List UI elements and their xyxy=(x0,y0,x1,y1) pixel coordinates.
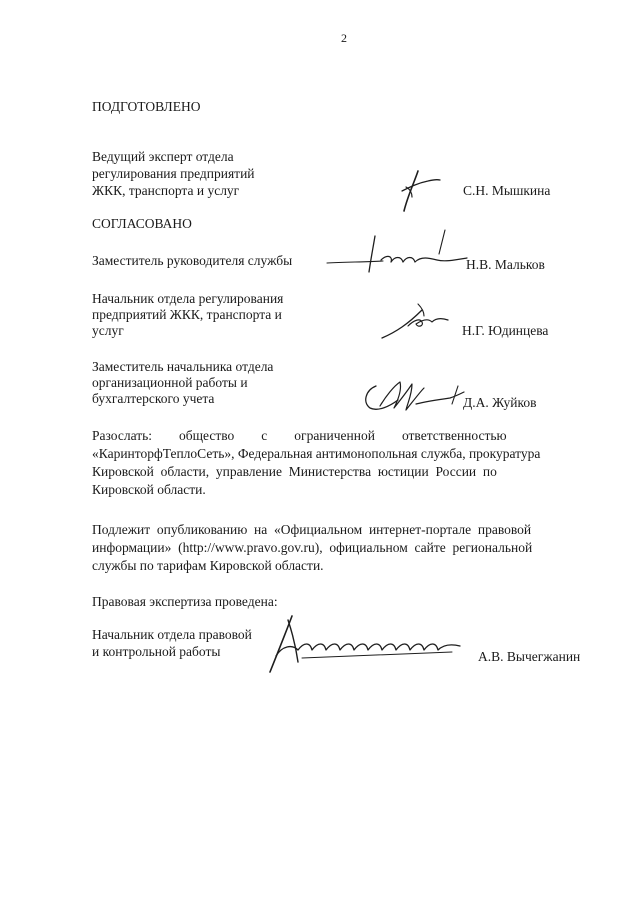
agreed-3-position-line-3: бухгалтерского учета xyxy=(92,391,215,406)
distribution-line-4: Кировской области. xyxy=(92,482,206,497)
agreed-1-position-line-1: Заместитель руководителя службы xyxy=(92,253,293,268)
publication-line-2: информации» (http://www.pravo.gov.ru), официальном сайте региональной xyxy=(92,540,533,555)
prepared-position-line-3: ЖКК, транспорта и услуг xyxy=(92,183,240,198)
agreed-3-position-line-1: Заместитель начальника отдела xyxy=(92,359,274,374)
prepared-heading: ПОДГОТОВЛЕНО xyxy=(92,99,201,114)
agreed-3-position-line-2: организационной работы и xyxy=(92,375,248,390)
legal-review-position-line-1: Начальник отдела правовой xyxy=(92,627,252,642)
agreed-2-position-line-3: услуг xyxy=(92,323,124,338)
distribution-line-1: Разослать: общество с ограниченной ответственностью xyxy=(92,428,507,443)
agreed-2-name: Н.Г. Юдинцева xyxy=(462,323,549,338)
agreed-3-name: Д.А. Жуйков xyxy=(463,395,537,410)
agreed-1-name: Н.В. Мальков xyxy=(466,257,545,272)
page-number: 2 xyxy=(341,31,347,45)
signature-malkov xyxy=(325,226,475,276)
distribution-line-3: Кировской области, управление Министерства юстиции России по xyxy=(92,464,497,479)
publication-line-1: Подлежит опубликованию на «Официальном интернет-портале правовой xyxy=(92,522,532,537)
signature-zhuikov xyxy=(360,376,470,416)
prepared-position-line-2: регулирования предприятий xyxy=(92,166,255,181)
agreed-heading: СОГЛАСОВАНО xyxy=(92,216,192,231)
publication-line-3: службы по тарифам Кировской области. xyxy=(92,558,324,573)
prepared-name: С.Н. Мышкина xyxy=(463,183,551,198)
agreed-2-position-line-1: Начальник отдела регулирования xyxy=(92,291,284,306)
agreed-2-position-line-2: предприятий ЖКК, транспорта и xyxy=(92,307,282,322)
signature-vychegzhanin xyxy=(262,612,472,676)
legal-review-text: Правовая экспертиза проведена: xyxy=(92,594,278,609)
signature-yudintseva xyxy=(378,300,458,345)
prepared-position-line-1: Ведущий эксперт отдела xyxy=(92,149,234,164)
distribution-line-2: «КаринторфТеплоСеть», Федеральная антимонопольная служба, прокуратура xyxy=(92,446,541,461)
legal-review-position-line-2: и контрольной работы xyxy=(92,644,221,659)
signature-myshkina xyxy=(388,165,448,220)
legal-review-name: А.В. Вычегжанин xyxy=(478,649,581,664)
